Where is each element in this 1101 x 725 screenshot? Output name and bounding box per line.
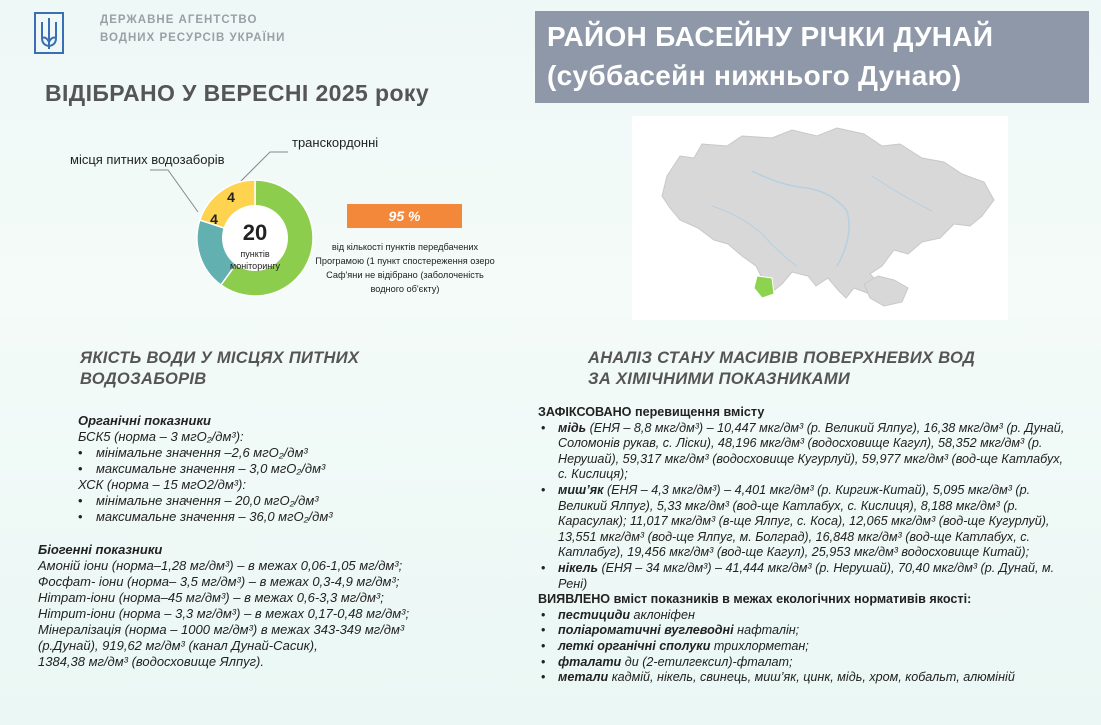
section-chemical-analysis-title bbox=[588, 348, 975, 390]
exceed-item-nickel: • нікель (ЕНЯ – 34 мкг/дм³) – 41,444 мкг/дм³ (р. Нерушай), 70,40 мкг/дм³ (р. Дунай, м. Рені) bbox=[541, 560, 1055, 591]
bsk5-min: • мінімальне значення –2,6 мгО₂/дм³ bbox=[78, 445, 308, 460]
donut-center-label-2: моніторингу bbox=[230, 261, 280, 271]
biogenic-line: Нітрит-іони (норма – 3,3 мг/дм³) – в межах 0,17-0,48 мг/дм³; bbox=[38, 606, 410, 621]
bsk5-line: БСК5 (норма – 3 мгО₂/дм³): bbox=[78, 429, 244, 444]
hsk-line: ХСК (норма – 15 мгО2/дм³): bbox=[78, 477, 246, 492]
label-transboundary: транскордонні bbox=[292, 135, 379, 150]
title-line-2: (суббасейн нижнього Дунаю) bbox=[547, 60, 962, 91]
chemical-analysis-text bbox=[538, 405, 1073, 686]
donut-center-label-1: пунктів bbox=[240, 249, 270, 259]
bsk5-max: • максимальне значення – 3,0 мгО₂/дм³ bbox=[78, 461, 326, 476]
within-item-metals: • метали кадмій, нікель, свинець, миш’як, цинк, мідь, хром, кобальт, алюміній bbox=[541, 670, 1015, 685]
ukraine-map-shape bbox=[632, 116, 1008, 320]
biogenic-heading: Біогенні показники bbox=[38, 542, 163, 557]
hsk-min: • мінімальне значення – 20,0 мгО₂/дм³ bbox=[78, 493, 319, 508]
selected-title: ВІДІБРАНО У ВЕРЕСНІ 2025 року bbox=[45, 80, 430, 106]
biogenic-line: Нітрат-іони (норма–45 мг/дм³) – в межах 0,6-3,3 мг/дм³; bbox=[38, 590, 384, 605]
section-right-line-1: АНАЛІЗ СТАНУ МАСИВІВ ПОВЕРХНЕВИХ ВОД bbox=[588, 349, 976, 367]
organic-heading: Органічні показники bbox=[78, 413, 211, 428]
title-line-1: РАЙОН БАСЕЙНУ РІЧКИ ДУНАЙ bbox=[547, 21, 994, 52]
exceed-item-arsenic: • миш’як (ЕНЯ – 4,3 мкг/дм³) – 4,401 мкг/дм³ (р. Киргиж-Китай), 5,095 мкг/дм³ (р. Великий Ялпуг), 5,33 мкг/дм³ (вод-ще Катлабух, с. Кислиця), 8,188 мкг/дм³ (р. Карасулак); 11,017 мкг/дм³ (в-ще Ялпуг, с. Коса), 12,065 мкг/дм³ (вод-ще Кугурлуй), 13,551 мкг/дм³ (вод-ще Ялпуг, м. Болград), 16,848 мкг/дм³ (вод-ще Катлабух, с. Катлабуг), 19,456 мкг/дм³ (вод-ще Кагул), 25,953 мкг/дм³ водосховище Китай); bbox=[541, 482, 1050, 560]
biogenic-line: (р.Дунай), 919,62 мг/дм³ (канал Дунай-Сасик), bbox=[38, 638, 318, 653]
organic-indicators bbox=[78, 413, 333, 525]
ukraine-map bbox=[632, 116, 1008, 320]
within-item-voc: • леткі органічні сполуки трихлорметан; bbox=[541, 638, 809, 653]
exceed-heading: ЗАФІКСОВАНО перевищення вмісту bbox=[538, 405, 765, 419]
biogenic-line: Мінералізація (норма – 1000 мг/дм³) в межах 343-349 мг/дм³ bbox=[38, 622, 405, 637]
within-item-pesticides: • пестициди аклоніфен bbox=[541, 607, 695, 622]
within-heading: ВИЯВЛЕНО вміст показників в межах екологічних нормативів якості: bbox=[538, 592, 972, 607]
segment-transboundary-value: 4 bbox=[227, 189, 235, 205]
biogenic-line: Фосфат- іони (норма– 3,5 мг/дм³) – в межах 0,3-4,9 мг/дм³; bbox=[38, 574, 400, 589]
donut-total: 20 bbox=[242, 220, 268, 245]
section-left-line-2: ВОДОЗАБОРІВ bbox=[80, 370, 207, 388]
section-left-line-1: ЯКІСТЬ ВОДИ У МІСЦЯХ ПИТНИХ bbox=[80, 349, 360, 367]
agency-line-2: ВОДНИХ РЕСУРСІВ УКРАЇНИ bbox=[100, 32, 286, 44]
within-item-phthalates: • фталати ди (2-етилгексил)-фталат; bbox=[541, 654, 793, 669]
percent-badge: 95 % bbox=[347, 204, 462, 228]
title-banner bbox=[535, 11, 1089, 103]
monitoring-donut-chart bbox=[195, 178, 315, 298]
section-drinking-quality-title bbox=[80, 348, 359, 390]
segment-drinking-value: 4 bbox=[210, 211, 218, 227]
biogenic-line: Амоній іони (норма–1,28 мг/дм³) – в межах 0,06-1,05 мг/дм³; bbox=[38, 558, 403, 573]
percent-note: від кількості пунктів передбачених Програмою (1 пункт спостереження озеро Саф'яни не відібрано (заболоченість водного об'єкту) bbox=[315, 242, 495, 294]
label-drinking-water: місця питних водозаборів bbox=[70, 152, 225, 167]
hsk-max: • максимальне значення – 36,0 мгО₂/дм³ bbox=[78, 509, 333, 524]
section-right-line-2: ЗА ХІМІЧНИМИ ПОКАЗНИКАМИ bbox=[588, 370, 851, 388]
exceed-item-copper: • мідь (ЕНЯ – 8,8 мкг/дм³) – 10,447 мкг/дм³ (р. Великий Ялпуг), 16,38 мкг/дм³ (р. Дунай, Соломонів рукав, с. Ліски), 48,196 мкг/дм³ (водосховище Кагул), 58,352 мкг/дм³ (р. Нерушай), 59,317 мкг/дм³ (водосховище Кугурлуй), 59,977 мкг/дм³ (вод-ще Катлабух, с. Кислиця); bbox=[541, 420, 1065, 482]
biogenic-indicators bbox=[38, 542, 409, 670]
biogenic-line: 1384,38 мг/дм³ (водосховище Ялпуг). bbox=[38, 654, 264, 669]
agency-line-1: ДЕРЖАВНЕ АГЕНТСТВО bbox=[100, 14, 258, 26]
within-item-pah: • поліароматичні вуглеводні нафталін; bbox=[541, 623, 800, 638]
